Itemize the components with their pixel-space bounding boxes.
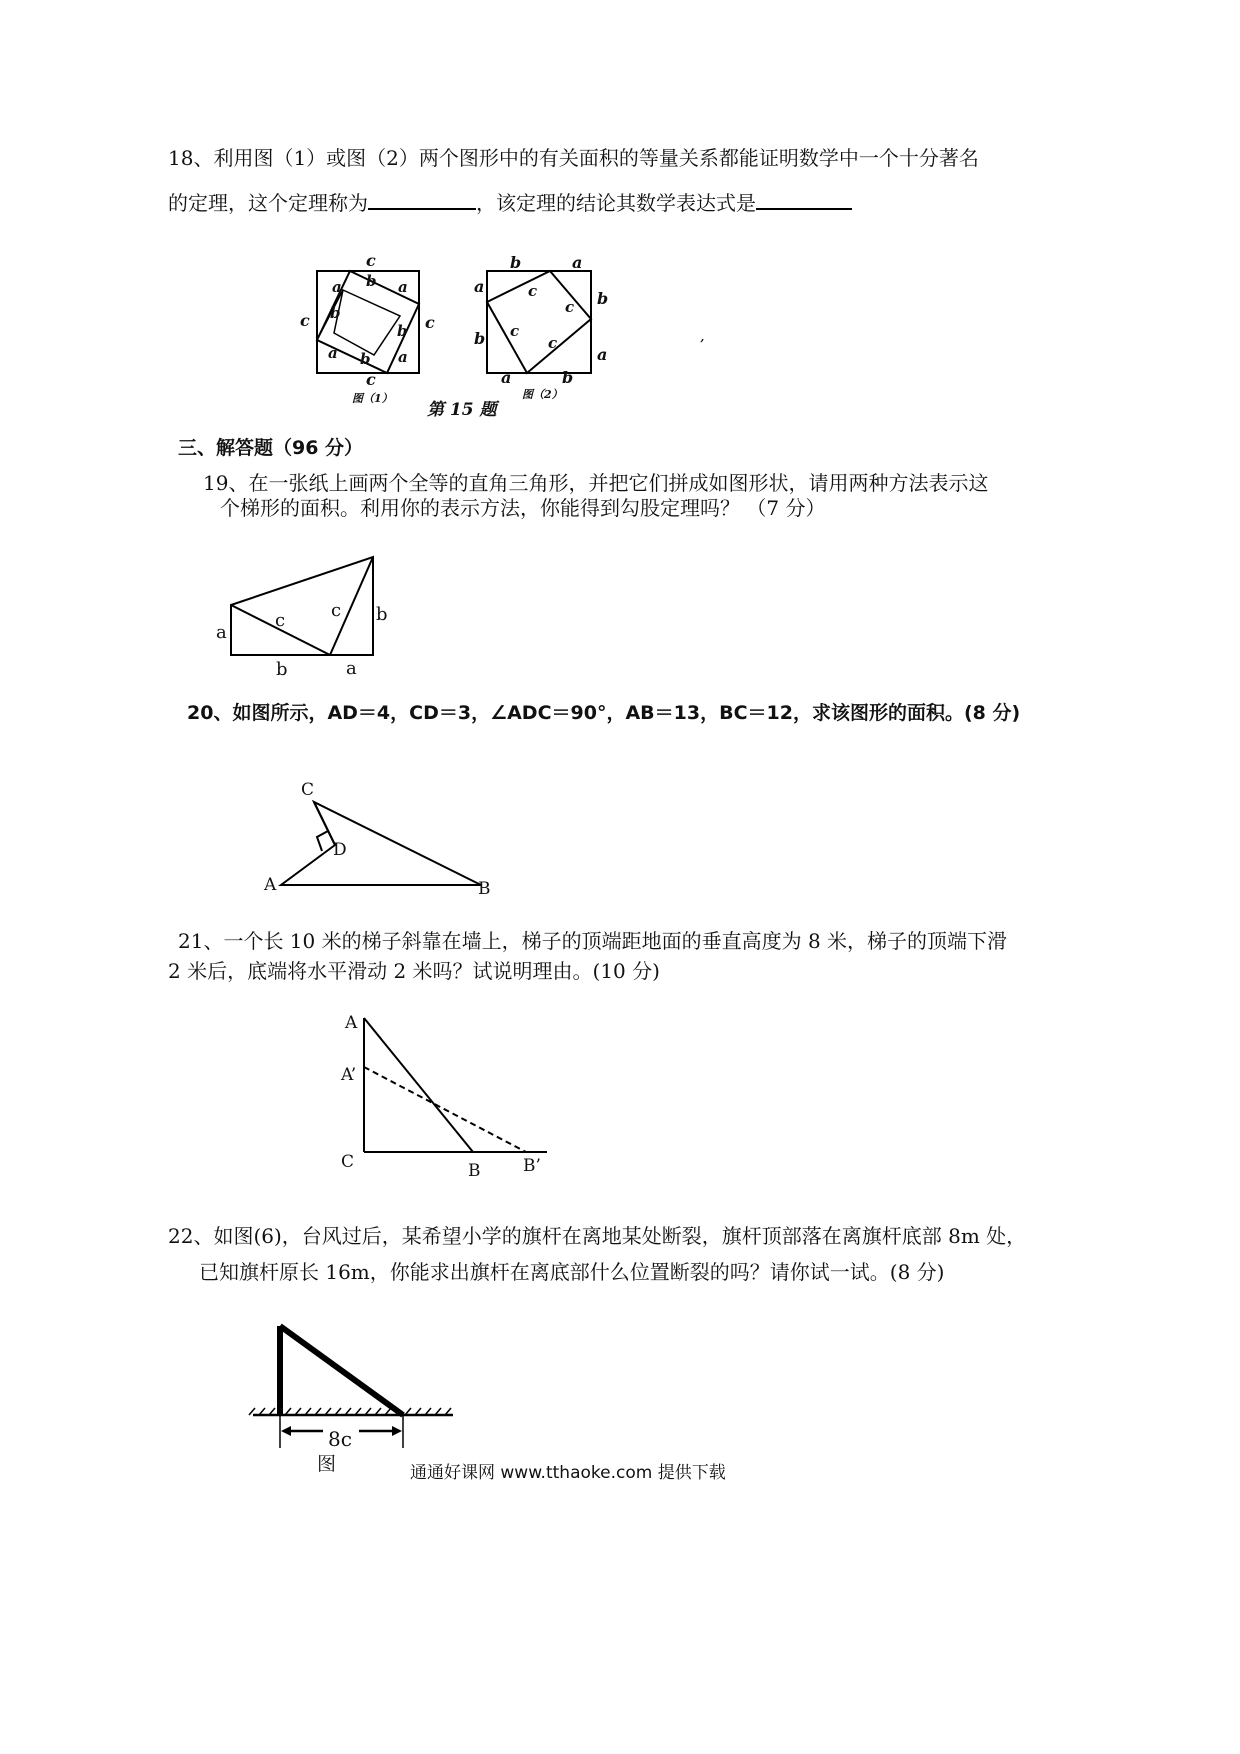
figure-caption: 第 15 题	[427, 400, 497, 420]
q18-line2	[168, 190, 852, 215]
q18-figure	[290, 230, 710, 425]
fig1-label: b	[330, 304, 341, 322]
q20-figure	[255, 775, 505, 900]
label-C: C	[301, 780, 315, 800]
q21-ladder-figure	[335, 1010, 565, 1185]
answer-blank-theorem	[368, 190, 476, 210]
fig1-label: b	[360, 350, 371, 368]
fig2-label: a	[597, 345, 608, 364]
q19-line2: 个梯形的面积。利用你的表示方法，你能得到勾股定理吗？ （7 分）	[220, 496, 826, 520]
label-A: A	[264, 875, 277, 895]
label-A-prime: A’	[341, 1065, 357, 1085]
fig1-label: b	[366, 272, 377, 290]
label-a-bottom: a	[346, 658, 357, 679]
q18-line1: 18、利用图（1）或图（2）两个图形中的有关面积的等量关系都能证明数学中一个十分著名	[168, 146, 979, 170]
q20-line1: 20、如图所示，AD＝4，CD＝3，∠ADC＝90°，AB＝13，BC＝12，求该图形的面积。(8 分)	[187, 702, 1021, 724]
fig1-bottom-c: c	[366, 370, 376, 389]
q18-line2-part2: ，该定理的结论其数学表达式是	[476, 191, 756, 215]
fig2-label: b	[597, 289, 609, 308]
section-title: 三、解答题（96 分）	[178, 437, 364, 459]
footer-source: 通通好课网 www.tthaoke.com 提供下载	[410, 1463, 726, 1483]
fig1-caption: 图（1）	[352, 392, 393, 405]
fig1-left-c: c	[300, 311, 310, 330]
fig2-label: b	[510, 253, 522, 272]
fig1-label: a	[328, 344, 338, 362]
label-B-prime: B’	[523, 1156, 541, 1176]
label-A: A	[345, 1013, 358, 1033]
fig2-label: c	[548, 334, 558, 352]
q19-line1: 19、在一张纸上画两个全等的直角三角形，并把它们拼成如图形状，请用两种方法表示这	[203, 471, 989, 495]
dimension-label: 8c	[328, 1427, 352, 1451]
label-D: D	[333, 840, 347, 860]
fig2-label: a	[474, 277, 485, 296]
q19-trapezoid-figure	[200, 545, 440, 695]
label-c-right: c	[331, 600, 342, 621]
fig2-label: a	[572, 253, 583, 272]
fig2-label: a	[501, 368, 512, 387]
fig2-label: b	[562, 368, 574, 387]
label-b-right: b	[376, 604, 388, 625]
fig2-label: c	[510, 322, 520, 340]
fig2-caption: 图（2）	[522, 388, 563, 401]
q22-line1: 22、如图(6)，台风过后，某希望小学的旗杆在离地某处断裂，旗杆顶部落在离旗杆底部 8m 处，	[168, 1224, 1027, 1248]
label-a-left: a	[216, 622, 227, 643]
q18-line2-part1: 的定理，这个定理称为	[168, 191, 368, 215]
fig2-label: b	[474, 329, 486, 348]
fig2-label: c	[565, 298, 575, 316]
q22-line2: 已知旗杆原长 16m，你能求出旗杆在离底部什么位置断裂的吗？请你试一试。(8 分)	[199, 1260, 945, 1284]
q21-line1: 21、一个长 10 米的梯子斜靠在墙上，梯子的顶端距地面的垂直高度为 8 米，梯子的顶端下滑	[178, 929, 1008, 953]
fig1-label: a	[398, 348, 408, 366]
q22-flagpole-figure	[245, 1318, 465, 1478]
label-c-left: c	[275, 610, 286, 631]
label-B: B	[468, 1161, 481, 1181]
fig1-label: a	[398, 278, 408, 296]
fig1-top-c: c	[366, 251, 376, 270]
answer-blank-expression	[756, 190, 852, 210]
svg-text:’: ’	[700, 337, 705, 351]
label-C: C	[341, 1152, 355, 1172]
fig1-label: a	[332, 278, 342, 296]
q21-line2: 2 米后，底端将水平滑动 2 米吗？试说明理由。(10 分)	[168, 959, 660, 983]
figure-caption: 图	[317, 1453, 337, 1475]
fig2-label: c	[528, 282, 538, 300]
label-b-bottom: b	[276, 659, 288, 680]
fig1-label: b	[397, 322, 408, 340]
fig1-right-c: c	[425, 313, 435, 332]
label-B: B	[478, 879, 491, 899]
